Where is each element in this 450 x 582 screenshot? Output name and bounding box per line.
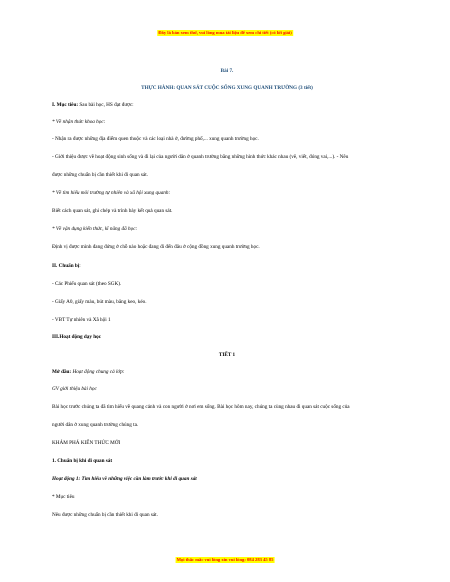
period-heading: TIẾT 1: [218, 352, 236, 358]
explore-new-knowledge: KHÁM PHÁ KIẾN THỨC MỚI: [52, 440, 121, 446]
opening-text: Hoạt động chung cả lớp:: [71, 369, 125, 375]
opening-label: Mở đầu:: [52, 369, 72, 375]
objectives-label: I. Mục tiêu:: [52, 102, 79, 108]
apply-item-1: Định vị được mình đang đứng ở chỗ nào hoặc đang đi đến đâu ở cộng đồng xung quanh trường học.: [52, 244, 260, 250]
preparation-suffix: :: [79, 263, 81, 269]
objectives-heading: [52, 102, 134, 108]
preparation-item-1: - Các Phiếu quan sát (theo SGK).: [52, 281, 122, 287]
intro-body-1: Bài học trước chúng ta đã tìm hiểu về quang cảnh và con người ở nơi em sống. Bài học hôm nay, chúng ta cùng nhau đi quan sát cuộc sống của: [52, 404, 350, 410]
explore-item-1: Biết cách quan sát, ghi chép và trình bày kết quả quan sát.: [52, 208, 173, 214]
preparation-heading: [52, 263, 81, 269]
lesson-title: THỰC HÀNH: QUAN SÁT CUỘC SỐNG XUNG QUANH TRƯỜNG (3 tiết): [141, 85, 313, 91]
intro-line: GV giới thiệu bài học: [52, 386, 97, 392]
goal-text: Nêu được những chuẩn bị cần thiết khi đi quan sát.: [52, 512, 158, 518]
preparation-item-3: - VBT Tự nhiên và Xã hội 1: [52, 317, 111, 323]
knowledge-item-1: - Nhận ra được những địa điểm quen thuộc và các loại nhà ở, đường phố,... xung quanh trường học.: [52, 136, 259, 142]
goal-heading: * Mục tiêu: [52, 494, 75, 500]
lesson-number: Bài 7.: [220, 68, 234, 74]
intro-body-2: người dân ở xung quanh trường chúng ta.: [52, 422, 139, 428]
activity-1-heading: Hoạt động 1: Tìm hiểu về những việc cần làm trước khi đi quan sát: [52, 476, 197, 482]
opening-line: [52, 369, 125, 375]
knowledge-item-2a: - Giới thiệu được về hoạt động sinh sống và đi lại của người dân ở quanh trường bằng những hình thức khác nhau (vẽ, viết, đóng vai,...). - Nêu: [52, 154, 349, 160]
knowledge-item-2b: được những chuẩn bị cần thiết khi đi quan sát.: [52, 172, 148, 178]
apply-heading: * Về vận dụng kiến thức, kĩ năng đã học:: [52, 226, 138, 232]
preparation-item-2: - Giấy A0, giấy màu, bút màu, băng keo, kéo.: [52, 299, 147, 305]
activities-heading: III.Hoạt động dạy học: [52, 334, 102, 340]
bottom-contact-banner: Mọi thắc mắc vui lòng xin vui lòng: 084 283 45 85: [176, 557, 274, 562]
top-preview-banner: Đây là bản xem thử, vui lòng mua tài liệu để xem chi tiết (có lời giải): [158, 30, 292, 35]
preparation-label: II. Chuẩn bị: [52, 263, 80, 269]
knowledge-heading: * Về nhận thức khoa học:: [52, 119, 106, 125]
section-1-heading: 1. Chuẩn bị khi đi quan sát: [52, 458, 113, 464]
objectives-text: Sau bài học, HS đạt được:: [78, 102, 134, 108]
explore-heading: * Về tìm hiểu môi trường tự nhiên và xã hội xung quanh:: [52, 190, 171, 196]
